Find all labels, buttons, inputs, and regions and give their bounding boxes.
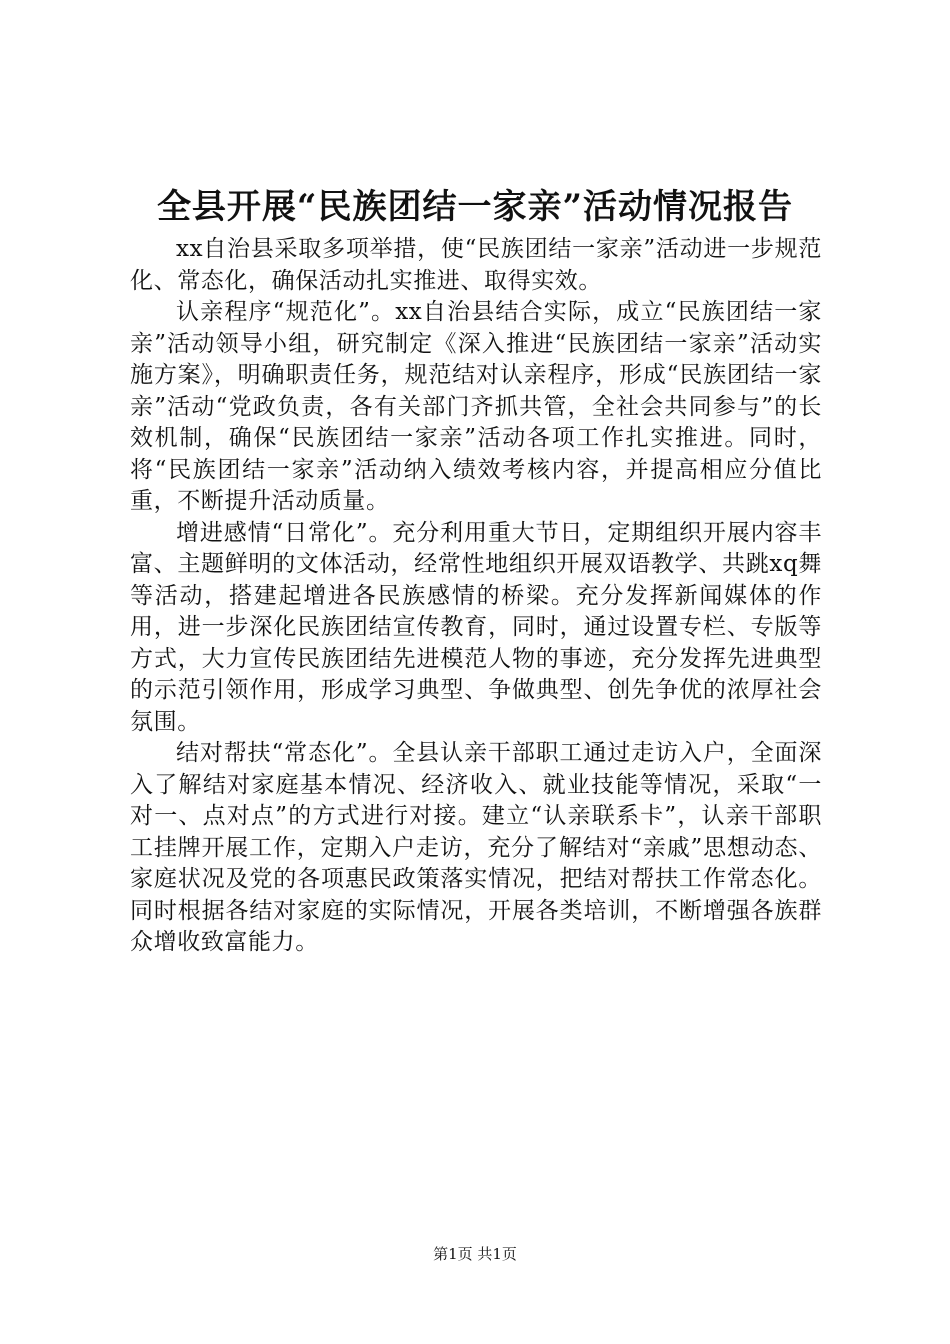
paragraph-assistance: 结对帮扶“常态化”。全县认亲干部职工通过走访入户，全面深入了解结对家庭基本情况、经济收入、就业技能等情况，采取“一对一、点对点”的方式进行对接。建立“认亲联系卡”，认亲干部职工挂牌开展工作，定期入户走访，充分了解结对“亲戚”思想动态、家庭状况及党的各项惠民政策落实情况，把结对帮扶工作常态化。同时根据各结对家庭的实际情况，开展各类培训，不断增强各族群众增收致富能力。	[130, 740, 822, 955]
paragraph-procedure: 认亲程序“规范化”。xx自治县结合实际，成立“民族团结一家亲”活动领导小组，研究制定《深入推进“民族团结一家亲”活动实施方案》，明确职责任务，规范结对认亲程序，形成“民族团结一家亲”活动“党政负责，各有关部门齐抓共管，全社会共同参与”的长效机制，确保“民族团结一家亲”活动各项工作扎实推进。同时，将“民族团结一家亲”活动纳入绩效考核内容，并提高相应分值比重，不断提升活动质量。	[130, 299, 822, 514]
document-title: 全县开展“民族团结一家亲”活动情况报告	[156, 187, 794, 227]
document-body	[130, 234, 822, 959]
paragraph-intro: xx自治县采取多项举措，使“民族团结一家亲”活动进一步规范化、常态化，确保活动扎实推进、取得实效。	[130, 236, 822, 294]
paragraph-feelings: 增进感情“日常化”。充分利用重大节日，定期组织开展内容丰富、主题鲜明的文体活动，经常性地组织开展双语教学、共跳xq舞等活动，搭建起增进各民族感情的桥梁。充分发挥新闻媒体的作用，进一步深化民族团结宣传教育，同时，通过设置专栏、专版等方式，大力宣传民族团结先进模范人物的事迹，充分发挥先进典型的示范引领作用，形成学习典型、争做典型、创先争优的浓厚社会氛围。	[130, 519, 822, 735]
page-number-footer: 第1页 共1页	[433, 1245, 517, 1263]
